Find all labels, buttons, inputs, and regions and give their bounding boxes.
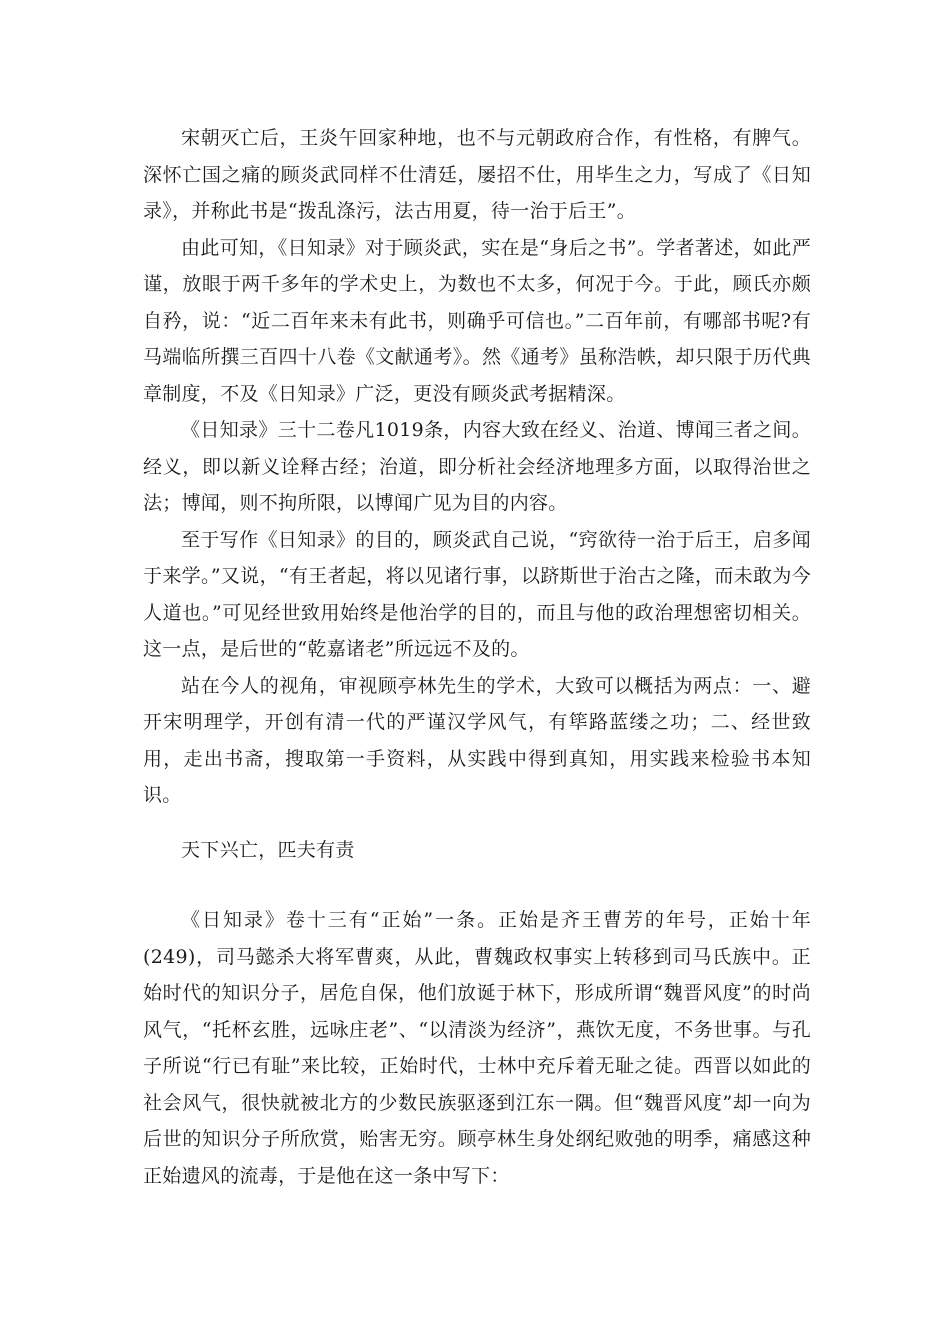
paragraph: 由此可知，《日知录》对于顾炎武，实在是“身后之书”。学者著述，如此严谨，放眼于两千多年的学术史上，为数也不太多，何况于今。于此，顾氏亦颇自矜，说：“近二百年来未有此书，则确乎可信也。”二百年前，有哪部书呢?有马端临所撰三百四十八卷《文献通考》。然《通考》虽称浩帙，却只限于历代典章制度，不及《日知录》广泛，更没有顾炎武考据精深。: [143, 236, 811, 405]
paragraph: 宋朝灭亡后，王炎午回家种地，也不与元朝政府合作，有性格，有脾气。深怀亡国之痛的顾炎武同样不仕清廷，屡招不仕，用毕生之力，写成了《日知录》，并称此书是“拨乱涤污，法古用夏，待一治于后王”。: [143, 127, 811, 222]
paragraph: 《日知录》卷十三有“正始”一条。正始是齐王曹芳的年号，正始十年(249)，司马懿杀大将军曹爽，从此，曹魏政权事实上转移到司马氏族中。正始时代的知识分子，居危自保，他们放诞于林下，形成所谓“魏晋风度”的时尚风气，“托杯玄胜，远咏庄老”、“以清淡为经济”，燕饮无度，不务世事。与孔子所说“行已有耻”来比较，正始时代，士林中充斥着无耻之徒。西晋以如此的社会风气，很快就被北方的少数民族驱逐到江东一隅。但“魏晋风度”却一向为后世的知识分子所欣赏，贻害无穷。顾亭林生身处纲纪败弛的明季，痛感这种正始遗风的流毒，于是他在这一条中写下：: [143, 909, 811, 1187]
paragraph: 站在今人的视角，审视顾亭林先生的学术，大致可以概括为两点：一、避开宋明理学，开创有清一代的严谨汉学风气，有筚路蓝缕之功；二、经世致用，走出书斋，搜取第一手资料，从实践中得到真知，用实践来检验书本知识。: [143, 674, 811, 806]
paragraph: 至于写作《日知录》的目的，顾炎武自己说，“窍欲待一治于后王，启多闻于来学。”又说，“有王者起，将以见诸行事，以跻斯世于治古之隆，而未敢为今人道也。”可见经世致用始终是他治学的目的，而且与他的政治理想密切相关。这一点，是后世的“乾嘉诸老”所远远不及的。: [143, 528, 811, 660]
paragraph: 《日知录》三十二卷凡1019条，内容大致在经义、治道、博闻三者之间。经义，即以新义诠释古经；治道，即分析社会经济地理多方面，以取得治世之法；博闻，则不拘所限，以博闻广见为目的内容。: [143, 419, 811, 514]
section-body: [143, 120, 811, 814]
section-heading: 天下兴亡，匹夫有责: [181, 839, 355, 861]
section-body: [143, 902, 811, 1194]
